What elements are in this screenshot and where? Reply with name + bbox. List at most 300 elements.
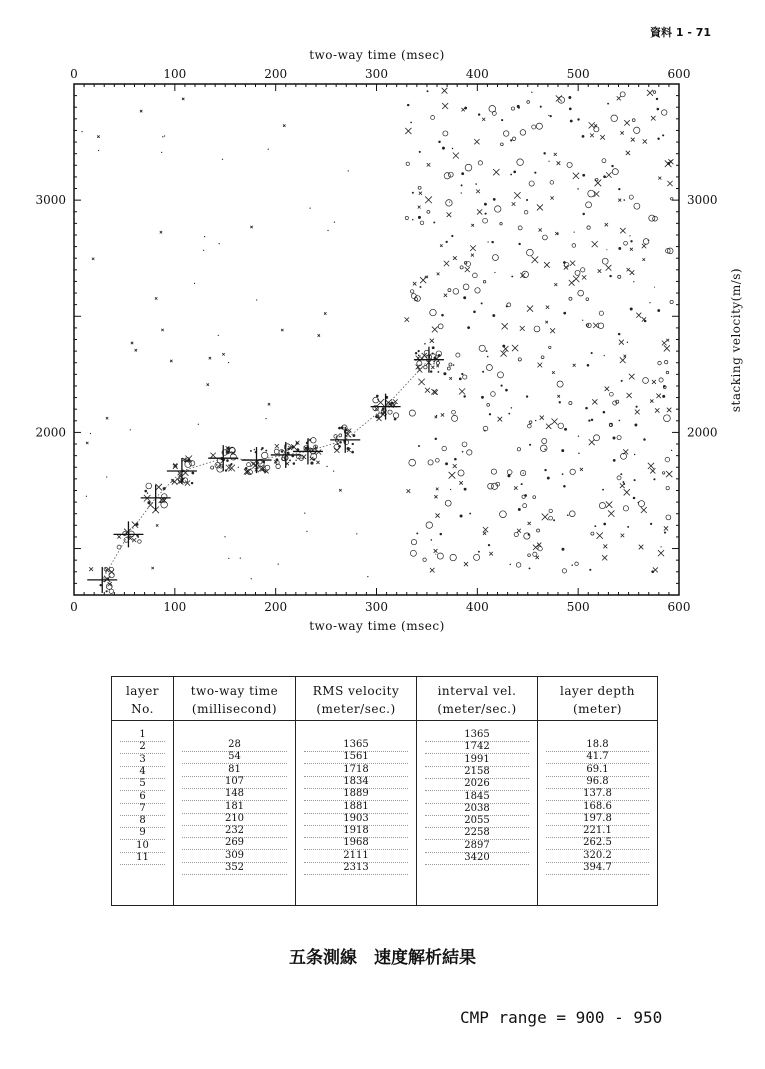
scatter-o-mark xyxy=(503,131,509,137)
table-cell-interval-velocity: 1742 xyxy=(425,741,529,754)
scatter-dot-mark xyxy=(228,362,229,363)
scatter-o-mark xyxy=(444,173,450,179)
scatter-dot-mark xyxy=(352,443,354,445)
scatter-o-mark xyxy=(483,281,486,284)
scatter-dot-mark xyxy=(338,445,341,448)
scatter-dot-mark xyxy=(618,188,620,190)
scatter-dot-mark xyxy=(254,449,255,450)
scatter-dot-mark xyxy=(238,467,239,468)
table-cell-rms-velocity: 1365 xyxy=(304,739,408,752)
table-cell-two-way-time: 232 xyxy=(182,825,287,838)
table-cell-layer-depth: 320.2 xyxy=(546,850,649,863)
scatter-dot-mark xyxy=(327,230,328,231)
scatter-dot-mark xyxy=(562,473,564,475)
table-cell-rms-velocity: 1903 xyxy=(304,813,408,826)
scatter-o-mark xyxy=(664,415,671,422)
scatter-o-mark xyxy=(629,195,633,199)
table-cell-layer-no: 2 xyxy=(120,741,165,754)
scatter-o-mark xyxy=(532,125,536,129)
scatter-o-mark xyxy=(473,273,478,278)
scatter-o-mark xyxy=(618,275,621,278)
scatter-dot-mark xyxy=(511,407,512,408)
scatter-o-mark xyxy=(527,101,530,104)
scatter-dot-mark xyxy=(449,202,450,203)
scatter-dot-mark xyxy=(265,450,267,452)
scatter-o-mark xyxy=(557,381,563,387)
scatter-dot-mark xyxy=(219,243,220,244)
scatter-dot-mark xyxy=(637,502,639,504)
scatter-dot-mark xyxy=(446,241,448,243)
scatter-dot-mark xyxy=(160,501,162,503)
scatter-o-mark xyxy=(339,434,342,437)
scatter-dot-mark xyxy=(86,496,87,497)
scatter-o-mark xyxy=(537,529,540,532)
scatter-dot-mark xyxy=(376,395,379,398)
table-cell-layer-no: 11 xyxy=(120,852,165,865)
scatter-o-mark xyxy=(274,449,279,454)
scatter-o-mark xyxy=(533,496,536,499)
scatter-dot-mark xyxy=(106,476,107,477)
scatter-dot-mark xyxy=(567,514,569,516)
scatter-dot-mark xyxy=(570,120,573,123)
scatter-dot-mark xyxy=(574,232,575,233)
scatter-dot-mark xyxy=(484,430,486,432)
table-cell-interval-velocity: 2026 xyxy=(425,778,529,791)
scatter-dot-mark xyxy=(204,236,205,237)
scatter-o-mark xyxy=(572,244,576,248)
scatter-dot-mark xyxy=(511,276,513,278)
scatter-o-mark xyxy=(486,364,492,370)
scatter-o-mark xyxy=(276,464,281,469)
scatter-dot-mark xyxy=(623,199,625,201)
scatter-dot-mark xyxy=(356,533,357,534)
scatter-dot-mark xyxy=(510,174,512,176)
scatter-dot-mark xyxy=(191,472,194,475)
scatter-o-mark xyxy=(549,516,553,520)
scatter-o-mark xyxy=(529,181,534,186)
scatter-dot-mark xyxy=(543,152,545,154)
header-layer-depth: layer depth (meter) xyxy=(538,677,657,721)
scatter-dot-mark xyxy=(591,352,593,354)
table-cell-two-way-time: 181 xyxy=(182,801,287,814)
scatter-dot-mark xyxy=(611,165,613,167)
scatter-o-mark xyxy=(511,107,514,110)
column-rms-velocity xyxy=(295,677,416,905)
scatter-dot-mark xyxy=(452,148,453,149)
scatter-dot-mark xyxy=(657,137,659,139)
scatter-o-mark xyxy=(569,401,572,404)
scatter-dot-mark xyxy=(287,452,290,455)
scatter-dot-mark xyxy=(569,107,572,110)
scatter-dot-mark xyxy=(633,281,634,282)
scatter-o-mark xyxy=(653,91,656,94)
scatter-o-mark xyxy=(507,470,512,475)
scatter-dot-mark xyxy=(240,557,241,558)
scatter-o-mark xyxy=(427,210,430,213)
scatter-dot-mark xyxy=(229,464,230,465)
scatter-dot-mark xyxy=(463,395,465,397)
table-cell-layer-depth: 168.6 xyxy=(546,801,649,814)
scatter-dot-mark xyxy=(485,213,487,215)
figure-caption: 五条測線 速度解析結果 xyxy=(289,948,476,968)
scatter-dot-mark xyxy=(306,531,307,532)
scatter-dot-mark xyxy=(671,450,672,451)
scatter-o-mark xyxy=(492,255,498,261)
x-tick-label-bottom: 600 xyxy=(667,600,691,614)
scatter-dot-mark xyxy=(391,402,394,405)
scatter-o-mark xyxy=(420,221,424,225)
table-cell-rms-velocity: 1881 xyxy=(304,801,408,814)
scatter-o-mark xyxy=(550,181,554,185)
scatter-dot-mark xyxy=(419,151,421,153)
scatter-dot-mark xyxy=(491,241,493,243)
scatter-dot-mark xyxy=(198,424,199,425)
scatter-dot-mark xyxy=(651,570,654,573)
scatter-dot-mark xyxy=(435,554,436,555)
scatter-o-mark xyxy=(534,326,540,332)
x-tick-label-bottom: 400 xyxy=(465,600,489,614)
scatter-o-mark xyxy=(586,298,589,301)
scatter-dot-mark xyxy=(461,373,463,375)
scatter-o-mark xyxy=(463,375,467,379)
scatter-dot-mark xyxy=(464,107,467,110)
scatter-dot-mark xyxy=(513,170,516,173)
x-tick-label-top: 100 xyxy=(163,67,187,81)
scatter-dot-mark xyxy=(664,532,666,534)
scatter-o-mark xyxy=(524,210,528,214)
scatter-dot-mark xyxy=(90,433,91,434)
scatter-o-mark xyxy=(500,223,502,225)
scatter-dot-mark xyxy=(326,466,327,467)
scatter-o-mark xyxy=(666,486,669,489)
scatter-dot-mark xyxy=(633,497,636,500)
scatter-dot-mark xyxy=(216,464,218,466)
scatter-dot-mark xyxy=(418,445,420,447)
scatter-o-mark xyxy=(437,553,443,559)
scatter-dot-mark xyxy=(602,489,604,491)
scatter-dot-mark xyxy=(81,131,82,132)
scatter-o-mark xyxy=(634,127,640,133)
scatter-dot-mark xyxy=(478,551,480,553)
scatter-o-mark xyxy=(562,569,566,573)
scatter-dot-mark xyxy=(412,192,414,194)
column-layer-no xyxy=(112,677,173,905)
scatter-dot-mark xyxy=(657,108,660,111)
scatter-dot-mark xyxy=(261,447,263,449)
scatter-dot-mark xyxy=(559,401,561,403)
scatter-dot-mark xyxy=(333,470,334,471)
scatter-o-mark xyxy=(458,470,464,476)
scatter-dot-mark xyxy=(461,192,462,193)
scatter-o-mark xyxy=(430,309,437,316)
table-cell-rms-velocity: 1561 xyxy=(304,751,408,764)
x-tick-label-bottom: 200 xyxy=(264,600,288,614)
scatter-o-mark xyxy=(265,465,270,470)
table-cell-two-way-time: 309 xyxy=(182,850,287,863)
table-cell-rms-velocity: 1718 xyxy=(304,764,408,777)
scatter-o-mark xyxy=(540,445,547,452)
table-cell-rms-velocity: 2111 xyxy=(304,850,408,863)
header-interval-velocity: interval vel. (meter/sec.) xyxy=(417,677,537,721)
table-cell-interval-velocity: 2038 xyxy=(425,803,529,816)
scatter-o-mark xyxy=(549,346,551,348)
scatter-o-mark xyxy=(190,461,195,466)
scatter-dot-mark xyxy=(622,481,624,483)
scatter-dot-mark xyxy=(162,136,163,137)
scatter-dot-mark xyxy=(289,459,291,461)
scatter-dot-mark xyxy=(657,309,660,312)
table-cell-layer-depth: 394.7 xyxy=(546,862,649,875)
scatter-o-mark xyxy=(643,239,649,245)
scatter-o-mark xyxy=(463,284,469,290)
x-tick-label-bottom: 100 xyxy=(163,600,187,614)
scatter-o-mark xyxy=(388,410,392,414)
scatter-dot-mark xyxy=(643,438,645,440)
scatter-dot-mark xyxy=(348,170,349,171)
scatter-dot-mark xyxy=(604,355,605,356)
scatter-dot-mark xyxy=(486,350,488,352)
scatter-o-mark xyxy=(405,216,408,219)
table-cell-layer-depth: 18.8 xyxy=(546,739,649,752)
scatter-dot-mark xyxy=(464,488,467,491)
x-tick-label-bottom: 500 xyxy=(566,600,590,614)
scatter-o-mark xyxy=(591,532,594,535)
scatter-dot-mark xyxy=(634,454,635,455)
scatter-o-mark xyxy=(512,137,515,140)
scatter-dot-mark xyxy=(461,184,463,186)
scatter-dot-mark xyxy=(389,404,390,405)
scatter-dot-mark xyxy=(430,370,432,372)
table-cell-layer-no: 3 xyxy=(120,754,165,767)
scatter-o-mark xyxy=(634,203,640,209)
scatter-o-mark xyxy=(517,448,520,451)
scatter-dot-mark xyxy=(630,240,632,242)
scatter-o-mark xyxy=(658,361,662,365)
scatter-dot-mark xyxy=(634,479,636,481)
scatter-dot-mark xyxy=(591,419,593,421)
scatter-o-mark xyxy=(541,356,544,359)
scatter-o-mark xyxy=(450,554,456,560)
column-interval-velocity xyxy=(416,677,537,905)
scatter-dot-mark xyxy=(222,159,223,160)
scatter-dot-mark xyxy=(436,415,437,416)
table-cell-two-way-time: 54 xyxy=(182,751,287,764)
scatter-dot-mark xyxy=(463,296,466,299)
scatter-dot-mark xyxy=(526,395,528,397)
x-tick-label-top: 500 xyxy=(566,67,590,81)
scatter-o-mark xyxy=(533,552,537,556)
scatter-o-mark xyxy=(442,446,447,451)
scatter-dot-mark xyxy=(534,172,536,174)
scatter-o-mark xyxy=(558,423,564,429)
scatter-dot-mark xyxy=(577,188,579,190)
table-cell-layer-no: 1 xyxy=(120,729,165,742)
scatter-o-mark xyxy=(632,119,635,122)
scatter-dot-mark xyxy=(487,241,488,242)
scatter-dot-mark xyxy=(518,508,521,511)
scatter-dot-mark xyxy=(568,96,571,99)
scatter-o-mark xyxy=(409,410,415,416)
x-tick-label-bottom: 0 xyxy=(70,600,78,614)
scatter-o-mark xyxy=(462,442,467,447)
table-cell-layer-no: 9 xyxy=(120,827,165,840)
scatter-dot-mark xyxy=(130,429,131,430)
table-cell-interval-velocity: 1365 xyxy=(425,729,529,742)
scatter-dot-mark xyxy=(571,564,573,566)
scatter-dot-mark xyxy=(418,355,420,357)
scatter-o-mark xyxy=(599,502,605,508)
scatter-dot-mark xyxy=(589,569,591,571)
scatter-o-mark xyxy=(569,297,572,300)
scatter-dot-mark xyxy=(553,519,555,521)
scatter-o-mark xyxy=(211,466,214,469)
scatter-dot-mark xyxy=(564,428,567,431)
scatter-dot-mark xyxy=(250,450,252,452)
table-cell-rms-velocity: 1968 xyxy=(304,837,408,850)
header-two-way-time: two-way time (millisecond) xyxy=(174,677,295,721)
scatter-dot-mark xyxy=(547,477,550,480)
scatter-o-mark xyxy=(488,483,494,489)
layer-velocity-table xyxy=(111,676,658,906)
x-axis-label-top: two-way time (msec) xyxy=(309,48,445,62)
scatter-dot-mark xyxy=(106,590,108,592)
scatter-o-mark xyxy=(586,202,592,208)
y-axis-label: stacking velocity(m/s) xyxy=(729,267,743,413)
scatter-o-mark xyxy=(418,186,421,189)
scatter-dot-mark xyxy=(99,584,101,586)
y-tick-label-left: 2000 xyxy=(35,425,66,440)
scatter-o-mark xyxy=(479,345,485,351)
scatter-o-mark xyxy=(445,500,451,506)
scatter-dot-mark xyxy=(478,113,480,115)
scatter-dot-mark xyxy=(228,558,229,559)
scatter-dot-mark xyxy=(492,314,495,317)
scatter-o-mark xyxy=(411,294,416,299)
scatter-dot-mark xyxy=(489,413,491,415)
scatter-o-mark xyxy=(516,563,521,568)
scatter-dot-mark xyxy=(531,92,532,93)
scatter-dot-mark xyxy=(135,523,138,526)
scatter-dot-mark xyxy=(454,458,457,461)
table-cell-layer-no: 4 xyxy=(120,766,165,779)
scatter-dot-mark xyxy=(603,411,606,414)
table-cell-layer-depth: 262.5 xyxy=(546,837,649,850)
scatter-dot-mark xyxy=(582,320,583,321)
scatter-dot-mark xyxy=(535,420,536,421)
scatter-dot-mark xyxy=(582,213,584,215)
table-cell-rms-velocity: 2313 xyxy=(304,862,408,875)
scatter-dot-mark xyxy=(481,396,484,399)
scatter-dot-mark xyxy=(467,326,470,329)
table-cell-layer-no: 6 xyxy=(120,791,165,804)
scatter-o-mark xyxy=(664,361,667,364)
scatter-dot-mark xyxy=(662,134,664,136)
scatter-dot-mark xyxy=(296,448,299,451)
scatter-o-mark xyxy=(452,410,456,414)
column-two-way-time xyxy=(173,677,295,905)
scatter-dot-mark xyxy=(415,352,417,354)
scatter-dot-mark xyxy=(437,371,439,373)
scatter-dot-mark xyxy=(346,435,348,437)
scatter-o-mark xyxy=(620,92,625,97)
scatter-o-mark xyxy=(587,226,590,229)
scatter-o-mark xyxy=(456,353,460,357)
scatter-dot-mark xyxy=(224,536,225,537)
scatter-dot-mark xyxy=(613,459,616,462)
scatter-o-mark xyxy=(453,289,459,295)
scatter-dot-mark xyxy=(627,342,628,343)
scatter-dot-mark xyxy=(450,489,451,490)
scatter-o-mark xyxy=(495,206,501,212)
scatter-dot-mark xyxy=(562,548,565,551)
scatter-dot-mark xyxy=(431,539,433,541)
scatter-dot-mark xyxy=(510,139,512,141)
scatter-dot-mark xyxy=(507,474,510,477)
scatter-o-mark xyxy=(542,439,547,444)
scatter-dot-mark xyxy=(459,378,462,381)
scatter-dot-mark xyxy=(548,161,549,162)
scatter-dot-mark xyxy=(310,462,313,465)
x-tick-label-top: 300 xyxy=(365,67,388,81)
scatter-dot-mark xyxy=(460,514,463,517)
scatter-dot-mark xyxy=(618,333,620,335)
scatter-o-mark xyxy=(507,303,511,307)
x-tick-label-top: 400 xyxy=(465,67,489,81)
table-cell-interval-velocity: 2055 xyxy=(425,815,529,828)
scatter-o-mark xyxy=(661,110,667,116)
scatter-dot-mark xyxy=(494,272,495,273)
y-tick-label-right: 3000 xyxy=(687,193,718,208)
scatter-o-mark xyxy=(247,463,251,467)
table-cell-interval-velocity: 2258 xyxy=(425,827,529,840)
scatter-dot-mark xyxy=(523,473,524,474)
scatter-o-mark xyxy=(465,164,472,171)
scatter-dot-mark xyxy=(315,447,317,449)
scatter-dot-mark xyxy=(147,501,150,504)
scatter-dot-mark xyxy=(662,395,665,398)
scatter-o-mark xyxy=(581,268,585,272)
scatter-o-mark xyxy=(666,515,671,520)
scatter-dot-mark xyxy=(487,356,489,358)
scatter-o-mark xyxy=(452,415,458,421)
scatter-dot-mark xyxy=(630,308,633,311)
header-rms-velocity: RMS velocity (meter/sec.) xyxy=(296,677,416,721)
table-cell-rms-velocity: 1889 xyxy=(304,788,408,801)
scatter-dot-mark xyxy=(275,458,278,461)
y-tick-label-left: 3000 xyxy=(35,193,66,208)
scatter-dot-mark xyxy=(461,172,464,175)
table-cell-layer-no: 7 xyxy=(120,803,165,816)
x-tick-label-top: 0 xyxy=(70,67,78,81)
scatter-dot-mark xyxy=(529,567,531,569)
scatter-dot-mark xyxy=(432,346,435,349)
scatter-o-mark xyxy=(435,458,439,462)
scatter-dot-mark xyxy=(473,311,476,314)
scatter-o-mark xyxy=(438,324,443,329)
scatter-o-mark xyxy=(431,116,435,120)
scatter-dot-mark xyxy=(334,222,335,223)
scatter-dot-mark xyxy=(164,135,165,136)
table-cell-two-way-time: 352 xyxy=(182,862,287,875)
scatter-dot-mark xyxy=(484,203,487,206)
scatter-dot-mark xyxy=(453,364,455,366)
scatter-o-mark xyxy=(558,97,565,104)
scatter-o-mark xyxy=(543,235,548,240)
scatter-dot-mark xyxy=(264,471,266,473)
scatter-dot-mark xyxy=(654,287,655,288)
x-axis-label-bottom: two-way time (msec) xyxy=(309,619,445,633)
scatter-dot-mark xyxy=(619,420,621,422)
